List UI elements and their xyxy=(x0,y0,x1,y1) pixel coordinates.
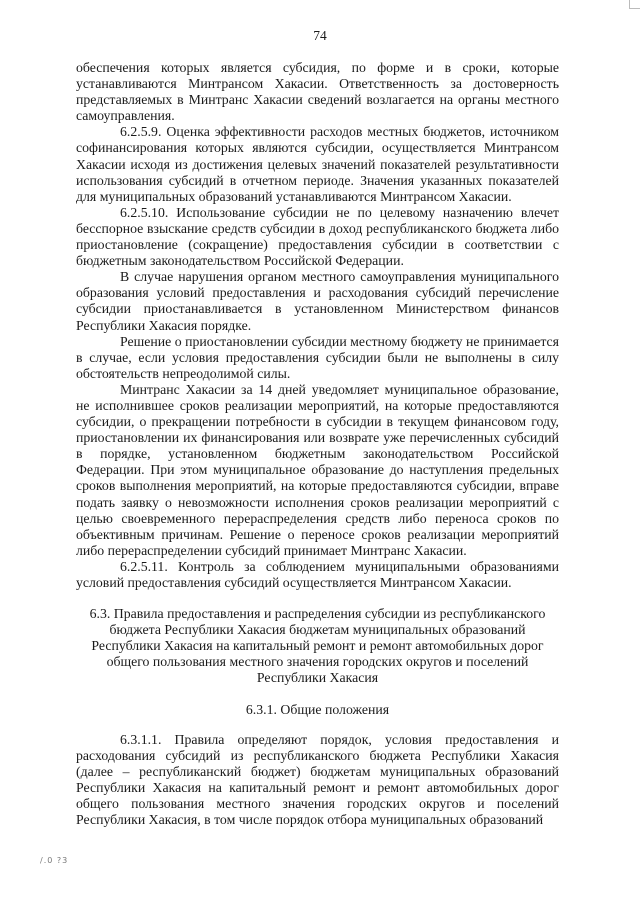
paragraph-6-2-5-9: 6.2.5.9. Оценка эффективности расходов местных бюджетов, источником софинансирования которых являются субсидии, осуществляется Минтрансом Хакасии исходя из достижения целевых значений показателей результативности использования субсидий в отчетном периоде. Значения указанных показателей для муниципальных образований устанавливаются Минтрансом Хакасии. xyxy=(76,124,559,204)
page-number: 74 xyxy=(313,28,327,43)
subsection-heading-6-3-1: 6.3.1. Общие положения xyxy=(245,701,390,717)
paragraph-notification: Минтранс Хакасии за 14 дней уведомляет муниципальное образование, не исполнившее сроков реализации мероприятий, на которые предоставляются субсидии, о прекращении потребности в субсидии в текущем финансовом году, приостановлении их финансирования или возврате уже перечисленных субсидий в порядке, установленном бюджетным законодательством Российской Федерации. При этом муниципальное образование до наступления предельных сроков выполнения мероприятий, на которые предоставляются субсидии, вправе подать заявку о невозможности исполнения сроков реализации мероприятий с целью своевременного перераспределения средств либо переноса сроков по объективным причинам. Решение о переносе сроков реализации мероприятий либо перераспределении субсидий принимает Минтранс Хакасии. xyxy=(76,381,559,558)
paragraph-6-2-5-11: 6.2.5.11. Контроль за соблюдением муниципальными образованиями условий предоставления субсидий осуществляется Минтрансом Хакасии. xyxy=(76,558,559,590)
paragraph-force-majeure: Решение о приостановлении субсидии местному бюджету не принимается в случае, если условия предоставления субсидии были не выполнены в силу обстоятельств непреодолимой силы. xyxy=(76,333,559,381)
footer-scan-mark: /.0 ?3 xyxy=(40,856,69,865)
paragraph-6-3-1-1: 6.3.1.1. Правила определяют порядок, условия предоставления и расходования субсидий из республиканского бюджета Республики Хакасия (далее – республиканский бюджет) бюджетам муниципальных образований Республики Хакасия на капитальный ремонт и ремонт автомобильных дорог общего пользования местного значения городских округов и поселений Республики Хакасия, в том числе порядок отбора муниципальных образований xyxy=(76,731,559,828)
section-heading-6-3: 6.3. Правила предоставления и распределения субсидии из республиканского бюджета Республики Хакасия бюджетам муниципальных образований Республики Хакасия на капитальный ремонт и ремонт автомобильных дорог общего пользования местного значения городских округов и поселений Республики Хакасия xyxy=(89,606,546,686)
paragraph-6-2-5-10: 6.2.5.10. Использование субсидии не по целевому назначению влечет бесспорное взыскание средств субсидии в доход республиканского бюджета либо приостановление (сокращение) предоставления субсидии в соответствии с бюджетным законодательством Российской Федерации. xyxy=(76,204,559,269)
document-body xyxy=(76,60,559,828)
paragraph-continuation: обеспечения которых является субсидия, по форме и в сроки, которые устанавливаются Минтрансом Хакасии. Ответственность за достоверность представляемых в Минтранс Хакасии сведений возлагается на органы местного самоуправления. xyxy=(76,60,559,124)
paragraph-violation-case: В случае нарушения органом местного самоуправления муниципального образования условий предоставления и расходования субсидий перечисление субсидии приостанавливается в установленном Министерством финансов Республики Хакасия порядке. xyxy=(76,269,559,333)
scan-corner-mark xyxy=(629,0,640,9)
